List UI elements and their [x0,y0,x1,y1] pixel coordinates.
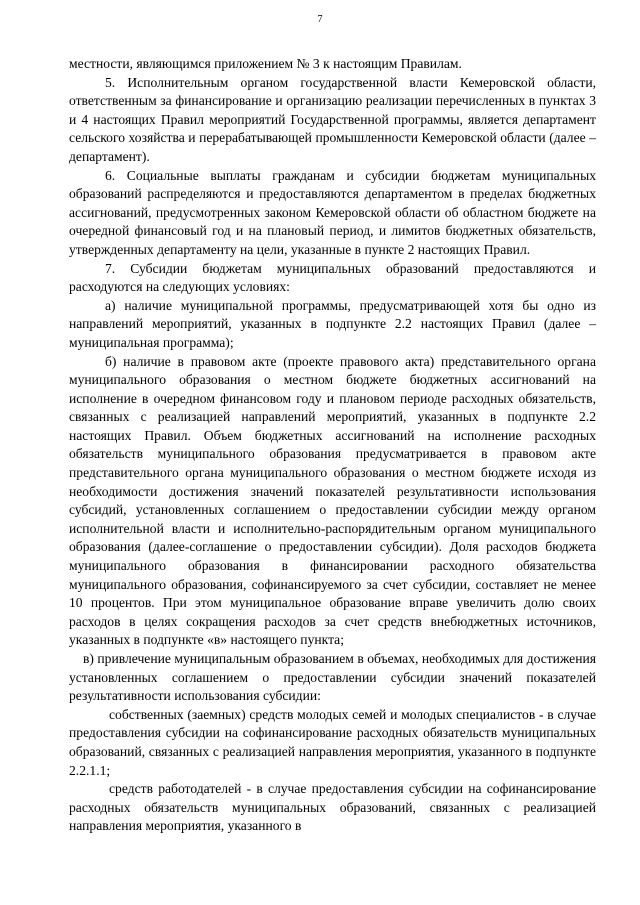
paragraph-subitem-v: в) привлечение муниципальным образованием в объемах, необходимых для достижения установленных соглашением о предоставлении субсидии значений показателей результативности использования субсидии: [69,651,596,704]
paragraph-item-7: 7. Субсидии бюджетам муниципальных образований предоставляются и расходуются на следующих условиях: [69,260,596,295]
paragraph-own-funds: собственных (заемных) средств молодых семей и молодых специалистов - в случае предоставления субсидии на софинансирование расходных обязательств муниципальных образований, связанных с реализацией направления мероприятия, указанного в подпункте 2.2.1.1; [69,706,596,778]
paragraph-item-6: 6. Социальные выплаты гражданам и субсидии бюджетам муниципальных образований распределяются и предоставляются департаментом в пределах бюджетных ассигнований, предусмотренных законом Кемеровской области об областном бюджете на очередной финансовый год и на плановый период, и лимитов бюджетных обязательств, утвержденных департаменту на цели, указанные в пункте 2 настоящих Правил. [69,167,596,257]
document-body [69,55,596,836]
paragraph-subitem-a: а) наличие муниципальной программы, предусматривающей хотя бы одно из направлений мероприятий, указанных в подпункте 2.2 настоящих Правил (далее – муниципальная программа); [69,297,596,350]
paragraph-item-5: 5. Исполнительным органом государственной власти Кемеровской области, ответственным за финансирование и организацию реализации перечисленных в пунктах 3 и 4 настоящих Правил мероприятий Государственной программы, является департамент сельского хозяйства и перерабатывающей промышленности Кемеровской области (далее – департамент). [69,74,596,164]
paragraph-continuation: местности, являющимся приложением № 3 к настоящим Правилам. [69,56,462,71]
paragraph-employer-funds: средств работодателей - в случае предоставления субсидии на софинансирование расходных обязательств муниципальных образований, связанных с реализацией направления мероприятия, указанного в [69,781,596,834]
page-number: 7 [317,14,323,25]
paragraph-subitem-b: б) наличие в правовом акте (проекте правового акта) представительного органа муниципального образования о местном бюджете бюджетных ассигнований на исполнение в очередном финансовом году и плановом периоде расходных обязательств, связанных с реализацией направлений мероприятий, указанных в подпункте 2.2 настоящих Правил. Объем бюджетных ассигнований на исполнение расходных обязательств муниципального образования предусматривается в правовом акте представительного органа муниципального образования о местном бюджете исходя из необходимости достижения значений показателей результативности использования субсидий, установленных соглашением о предоставлении субсидии между органом исполнительной власти и исполнительно-распорядительным органом муниципального образования (далее-соглашение о предоставлении субсидии). Доля расходов бюджета муниципального образования в финансировании расходного обязательства муниципального образования, софинансируемого за счет субсидии, составляет не менее 10 процентов. При этом муниципальное образование вправе увеличить долю своих расходов в целях сокращения расходов за счет средств внебюджетных источников, указанных в подпункте «в» настоящего пункта; [69,353,596,648]
